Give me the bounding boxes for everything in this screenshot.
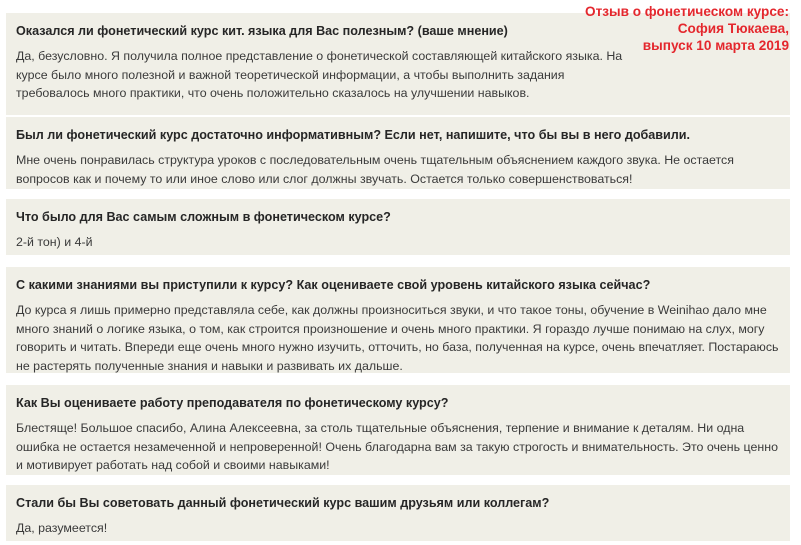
answer-text: Да, разумеется! [16, 521, 108, 535]
answer-text: Блестяще! Большое спасибо, Алина Алексеевна, за столь тщательные объяснения, терпение и внимание к деталям. Ни одна ошибка не остается незамеченной и непроверенной! Очень благодарна вам за такую строгость и внимательность. Это очень ценно и мотивирует работать над собой и своими навыками! [16, 421, 778, 472]
answer-text: Мне очень понравилась структура уроков с последовательным очень тщательным объяснением каждого звука. Не остается вопросов как и почему то или иное слово или слог должны звучать. Остается только совершенствоваться! [16, 153, 734, 186]
qa-card-informativeness [6, 117, 790, 189]
answer-text: 2-й тон) и 4-й [16, 235, 93, 249]
qa-card-recommend [6, 485, 790, 541]
question-text: Стали бы Вы советовать данный фонетический курс вашим друзьям или коллегам? [16, 496, 550, 510]
question-text: Оказался ли фонетический курс кит. языка для Вас полезным? (ваше мнение) [16, 24, 508, 38]
question-text: Как Вы оцениваете работу преподавателя по фонетическому курсу? [16, 396, 449, 410]
answer-text: Да, безусловно. Я получила полное представление о фонетической составляющей китайского языка. На курсе было много полезной и важной теоретической информации, а чтобы выполнить задания требовалось много практики, что очень положительно сказалось на улучшении навыков. [16, 49, 623, 100]
question-text: Что было для Вас самым сложным в фонетическом курсе? [16, 210, 391, 224]
banner-line-1: Отзыв о фонетическом курсе: [585, 4, 789, 19]
qa-card-level [6, 267, 790, 373]
question-text: С какими знаниями вы приступили к курсу? Как оцениваете свой уровень китайского языка сейчас? [16, 278, 651, 292]
banner-line-3: выпуск 10 марта 2019 [642, 38, 789, 53]
qa-card-teacher [6, 385, 790, 475]
question-text: Был ли фонетический курс достаточно информативным? Если нет, напишите, что бы вы в него добавили. [16, 128, 691, 142]
banner-line-2: София Тюкаева, [677, 21, 789, 36]
review-title-banner [549, 3, 789, 54]
qa-card-difficulty [6, 199, 790, 255]
answer-text: До курса я лишь примерно представляла себе, как должны произноситься звуки, и что такое тоны, обучение в Weinihao дало мне много знаний о логике языка, о том, как строится произношение и очень много практики. Я гораздо лучше понимаю на слух, могу говорить и читать. Впереди еще очень много нужно изучить, отточить, но база, полученная на курсе, очень впечатляет. Постараюсь не растерять полученные знания и навыки и развивать их дальше. [16, 303, 779, 373]
